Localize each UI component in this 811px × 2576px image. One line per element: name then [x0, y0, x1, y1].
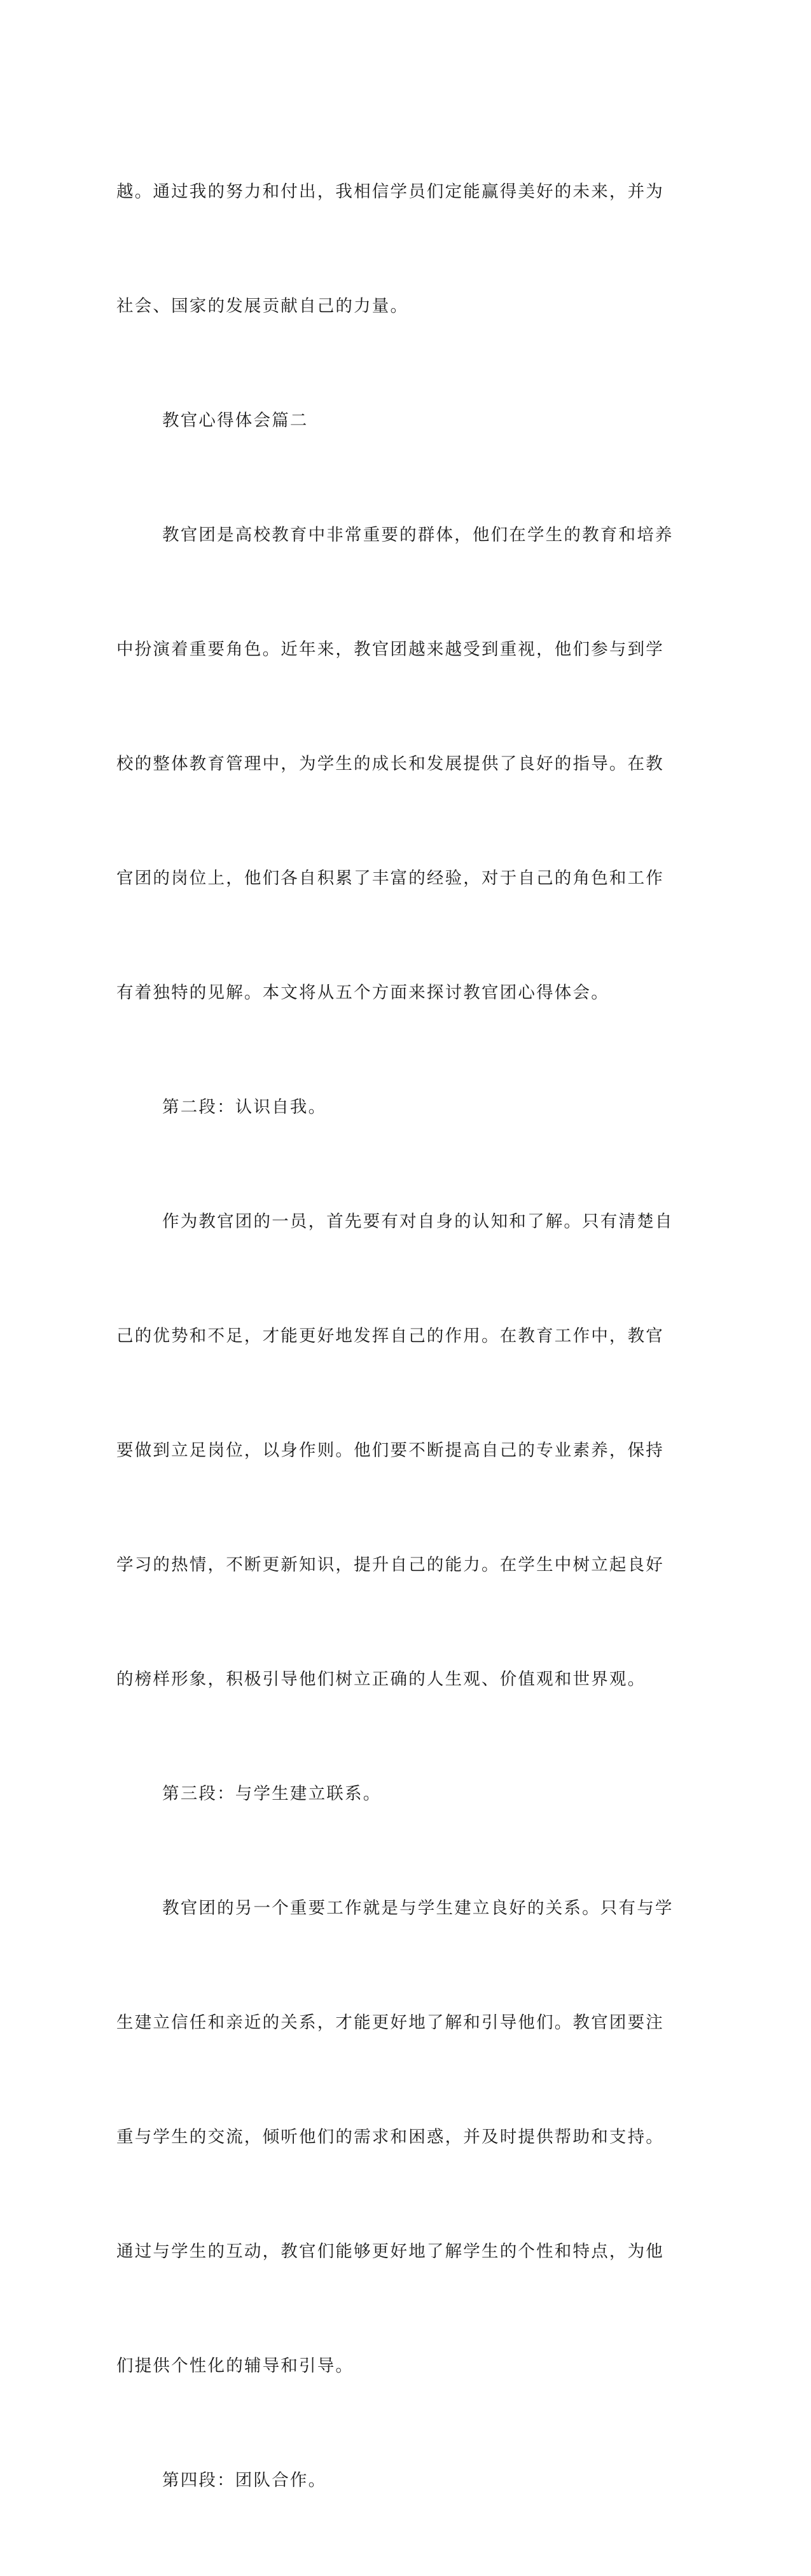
text-line: 己的优势和不足，才能更好地发挥自己的作用。在教育工作中，教官 — [116, 1326, 664, 1346]
text-line: 们提供个性化的辅导和引导。 — [116, 2356, 354, 2376]
text-line: 生建立信任和亲近的关系，才能更好地了解和引导他们。教官团要注 — [116, 2013, 664, 2032]
section-heading: 第三段：与学生建立联系。 — [162, 1784, 382, 1804]
text-line: 越。通过我的努力和付出，我相信学员们定能赢得美好的未来，并为 — [116, 182, 664, 202]
text-line: 要做到立足岗位，以身作则。他们要不断提高自己的专业素养，保持 — [116, 1441, 664, 1460]
text-line: 社会、国家的发展贡献自己的力量。 — [116, 296, 409, 316]
text-line: 校的整体教育管理中，为学生的成长和发展提供了良好的指导。在教 — [116, 754, 664, 774]
text-line: 作为教官团的一员，首先要有对自身的认知和了解。只有清楚自 — [162, 1212, 674, 1231]
text-line: 教官团的另一个重要工作就是与学生建立良好的关系。只有与学 — [162, 1898, 674, 1918]
text-line: 重与学生的交流，倾听他们的需求和困惑，并及时提供帮助和支持。 — [116, 2127, 664, 2147]
document-body — [116, 97, 674, 2576]
text-line: 通过与学生的互动，教官们能够更好地了解学生的个性和特点，为他 — [116, 2242, 664, 2261]
section-heading: 第二段：认识自我。 — [162, 1097, 327, 1117]
section-heading: 第四段：团队合作。 — [162, 2470, 327, 2490]
text-line: 中扮演着重要角色。近年来，教官团越来越受到重视，他们参与到学 — [116, 640, 664, 659]
text-line: 学习的热情，不断更新知识，提升自己的能力。在学生中树立起良好 — [116, 1555, 664, 1575]
section-heading: 教官心得体会篇二 — [162, 411, 308, 430]
text-line: 有着独特的见解。本文将从五个方面来探讨教官团心得体会。 — [116, 983, 609, 1003]
text-line: 的榜样形象，积极引导他们树立正确的人生观、价值观和世界观。 — [116, 1669, 646, 1689]
text-line: 官团的岗位上，他们各自积累了丰富的经验，对于自己的角色和工作 — [116, 868, 664, 888]
text-line: 教官团是高校教育中非常重要的群体，他们在学生的教育和培养 — [162, 525, 674, 545]
